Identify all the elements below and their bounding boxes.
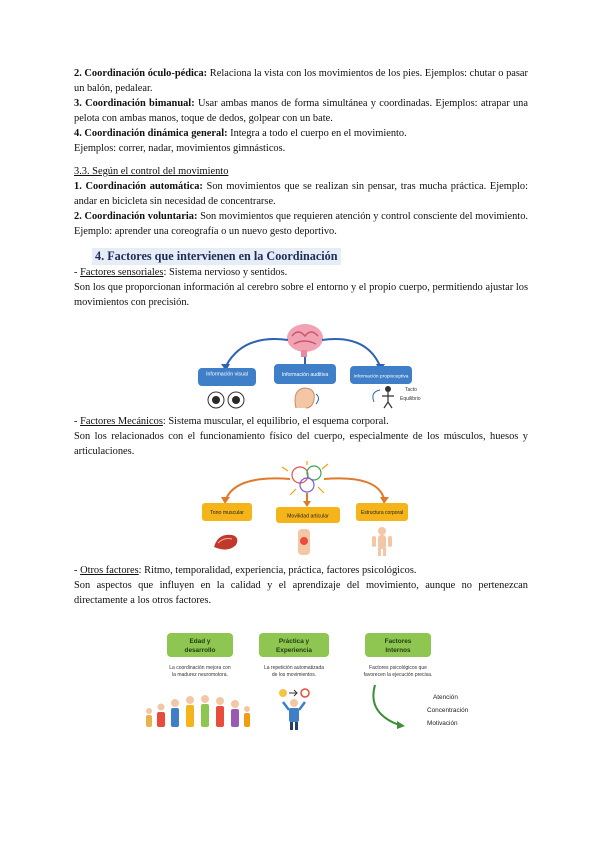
- joint-icon: [298, 529, 310, 555]
- svg-text:Experiencia: Experiencia: [276, 647, 312, 654]
- sensorial-desc: Son los que proporcionan información al cerebro sobre el entorno y el propio cuerpo, permitiendo ajustar los movimientos con precisión.: [74, 282, 528, 308]
- item-voluntaria: 2. Coordinación voluntaria: Son movimientos que requieren atención y control consciente del movimiento. Ejemplo: aprender una coreografía o un nuevo gesto deportivo.: [74, 211, 528, 237]
- body-balance-icon: [373, 386, 394, 408]
- eyes-icon: [208, 392, 244, 408]
- svg-text:la madurez neuromotora.: la madurez neuromotora.: [172, 672, 228, 678]
- examples-line: Ejemplos: correr, nadar, movimientos gimnásticos.: [74, 143, 286, 154]
- muscle-icon: [214, 535, 237, 550]
- svg-text:desarrollo: desarrollo: [184, 647, 216, 654]
- figure-sensorial: [188, 318, 423, 410]
- svg-text:La coordinación mejora con: La coordinación mejora con: [169, 665, 231, 671]
- box-estructura-label: Estructura corporal: [360, 510, 404, 516]
- label-equilibrio: Equilibrio: [400, 396, 421, 402]
- svg-text:La repetición automatizada: La repetición automatizada: [263, 665, 325, 671]
- svg-text:Factores psicológicos que: Factores psicológicos que: [369, 665, 427, 671]
- mecanicos-label: Factores Mecánicos: [80, 416, 163, 427]
- mecanicos-desc: Son los relacionados con el funcionamiento físico del cuerpo, especialmente de los músculos, huesos y articulaciones.: [74, 431, 528, 457]
- otros-desc: Son aspectos que influyen en la calidad y el aprendizaje del movimiento, aunque no pertenezcan directamente a los otros factores.: [74, 580, 528, 606]
- document-page-3: [74, 563, 528, 608]
- ear-icon: [295, 388, 319, 408]
- document-page: [74, 66, 528, 310]
- item-oculo-pedica: 2. Coordinación óculo-pédica: Relaciona la vista con los movimientos de los pies. Ejemplos: chutar o pasar un balón, pedalear.: [74, 68, 529, 94]
- item-dinamica-general: 4. Coordinación dinámica general: Integra a todo el cuerpo en el movimiento.: [74, 128, 407, 139]
- item-automatica: 1. Coordinación automática: Son movimientos que se realizan sin pensar, tras mucha práctica. Ejemplo: andar en bicicleta sin necesidad de concentrarse.: [74, 181, 529, 207]
- otros-line: - Otros factores: Ritmo, temporalidad, experiencia, práctica, factores psicológicos.: [74, 565, 417, 576]
- item-bimanual: 3. Coordinación bimanual: Usar ambas manos de forma simultánea y coordinadas. Ejemplos: atrapar una pelota con ambas manos, toque de dedos, golpear con un bate.: [74, 98, 528, 124]
- mecanicos-line: - Factores Mecánicos: Sistema muscular, el equilibrio, el esquema corporal.: [74, 416, 389, 427]
- sensorial-line: - Factores sensoriales: Sistema nervioso y sentidos.: [74, 267, 288, 278]
- figure-mecanicos: [196, 461, 414, 556]
- svg-text:Factores: Factores: [384, 638, 412, 645]
- section-heading-factores: 4. Factores que intervienen en la Coordinación: [92, 248, 341, 265]
- svg-text:Internos: Internos: [385, 647, 411, 654]
- subtitle-control: 3.3. Según el control del movimiento: [74, 166, 229, 177]
- curved-arrow-icon: [373, 685, 405, 729]
- list-motivacion: Motivación: [427, 720, 458, 727]
- box-auditiva-label: Información auditiva: [281, 372, 329, 378]
- children-icon: [146, 695, 250, 727]
- label-tacto: Tacto: [405, 387, 417, 393]
- box-visual-label: Información visual: [206, 371, 248, 378]
- body-structure-icon: [372, 527, 392, 556]
- document-page-2: [74, 414, 528, 459]
- box-movilidad-label: Movilidad articular: [287, 513, 329, 520]
- svg-text:de los movimientos.: de los movimientos.: [271, 672, 317, 678]
- sensorial-label: Factores sensoriales: [80, 267, 164, 278]
- svg-text:Práctica y: Práctica y: [278, 638, 310, 645]
- box-propioceptiva-label: Información propioceptiva: [353, 374, 409, 380]
- svg-text:Edad y: Edad y: [189, 638, 211, 645]
- practice-person-icon: [279, 689, 309, 730]
- list-concentracion: Concentración: [427, 707, 469, 714]
- figure-otros: [143, 627, 483, 735]
- list-atencion: Atención: [433, 694, 458, 701]
- brain-icon: [287, 324, 323, 357]
- otros-label: Otros factores: [80, 565, 139, 576]
- box-tono-label: Tono muscular: [210, 510, 244, 516]
- svg-text:favorecen la ejecución precisa: favorecen la ejecución precisa.: [363, 672, 433, 678]
